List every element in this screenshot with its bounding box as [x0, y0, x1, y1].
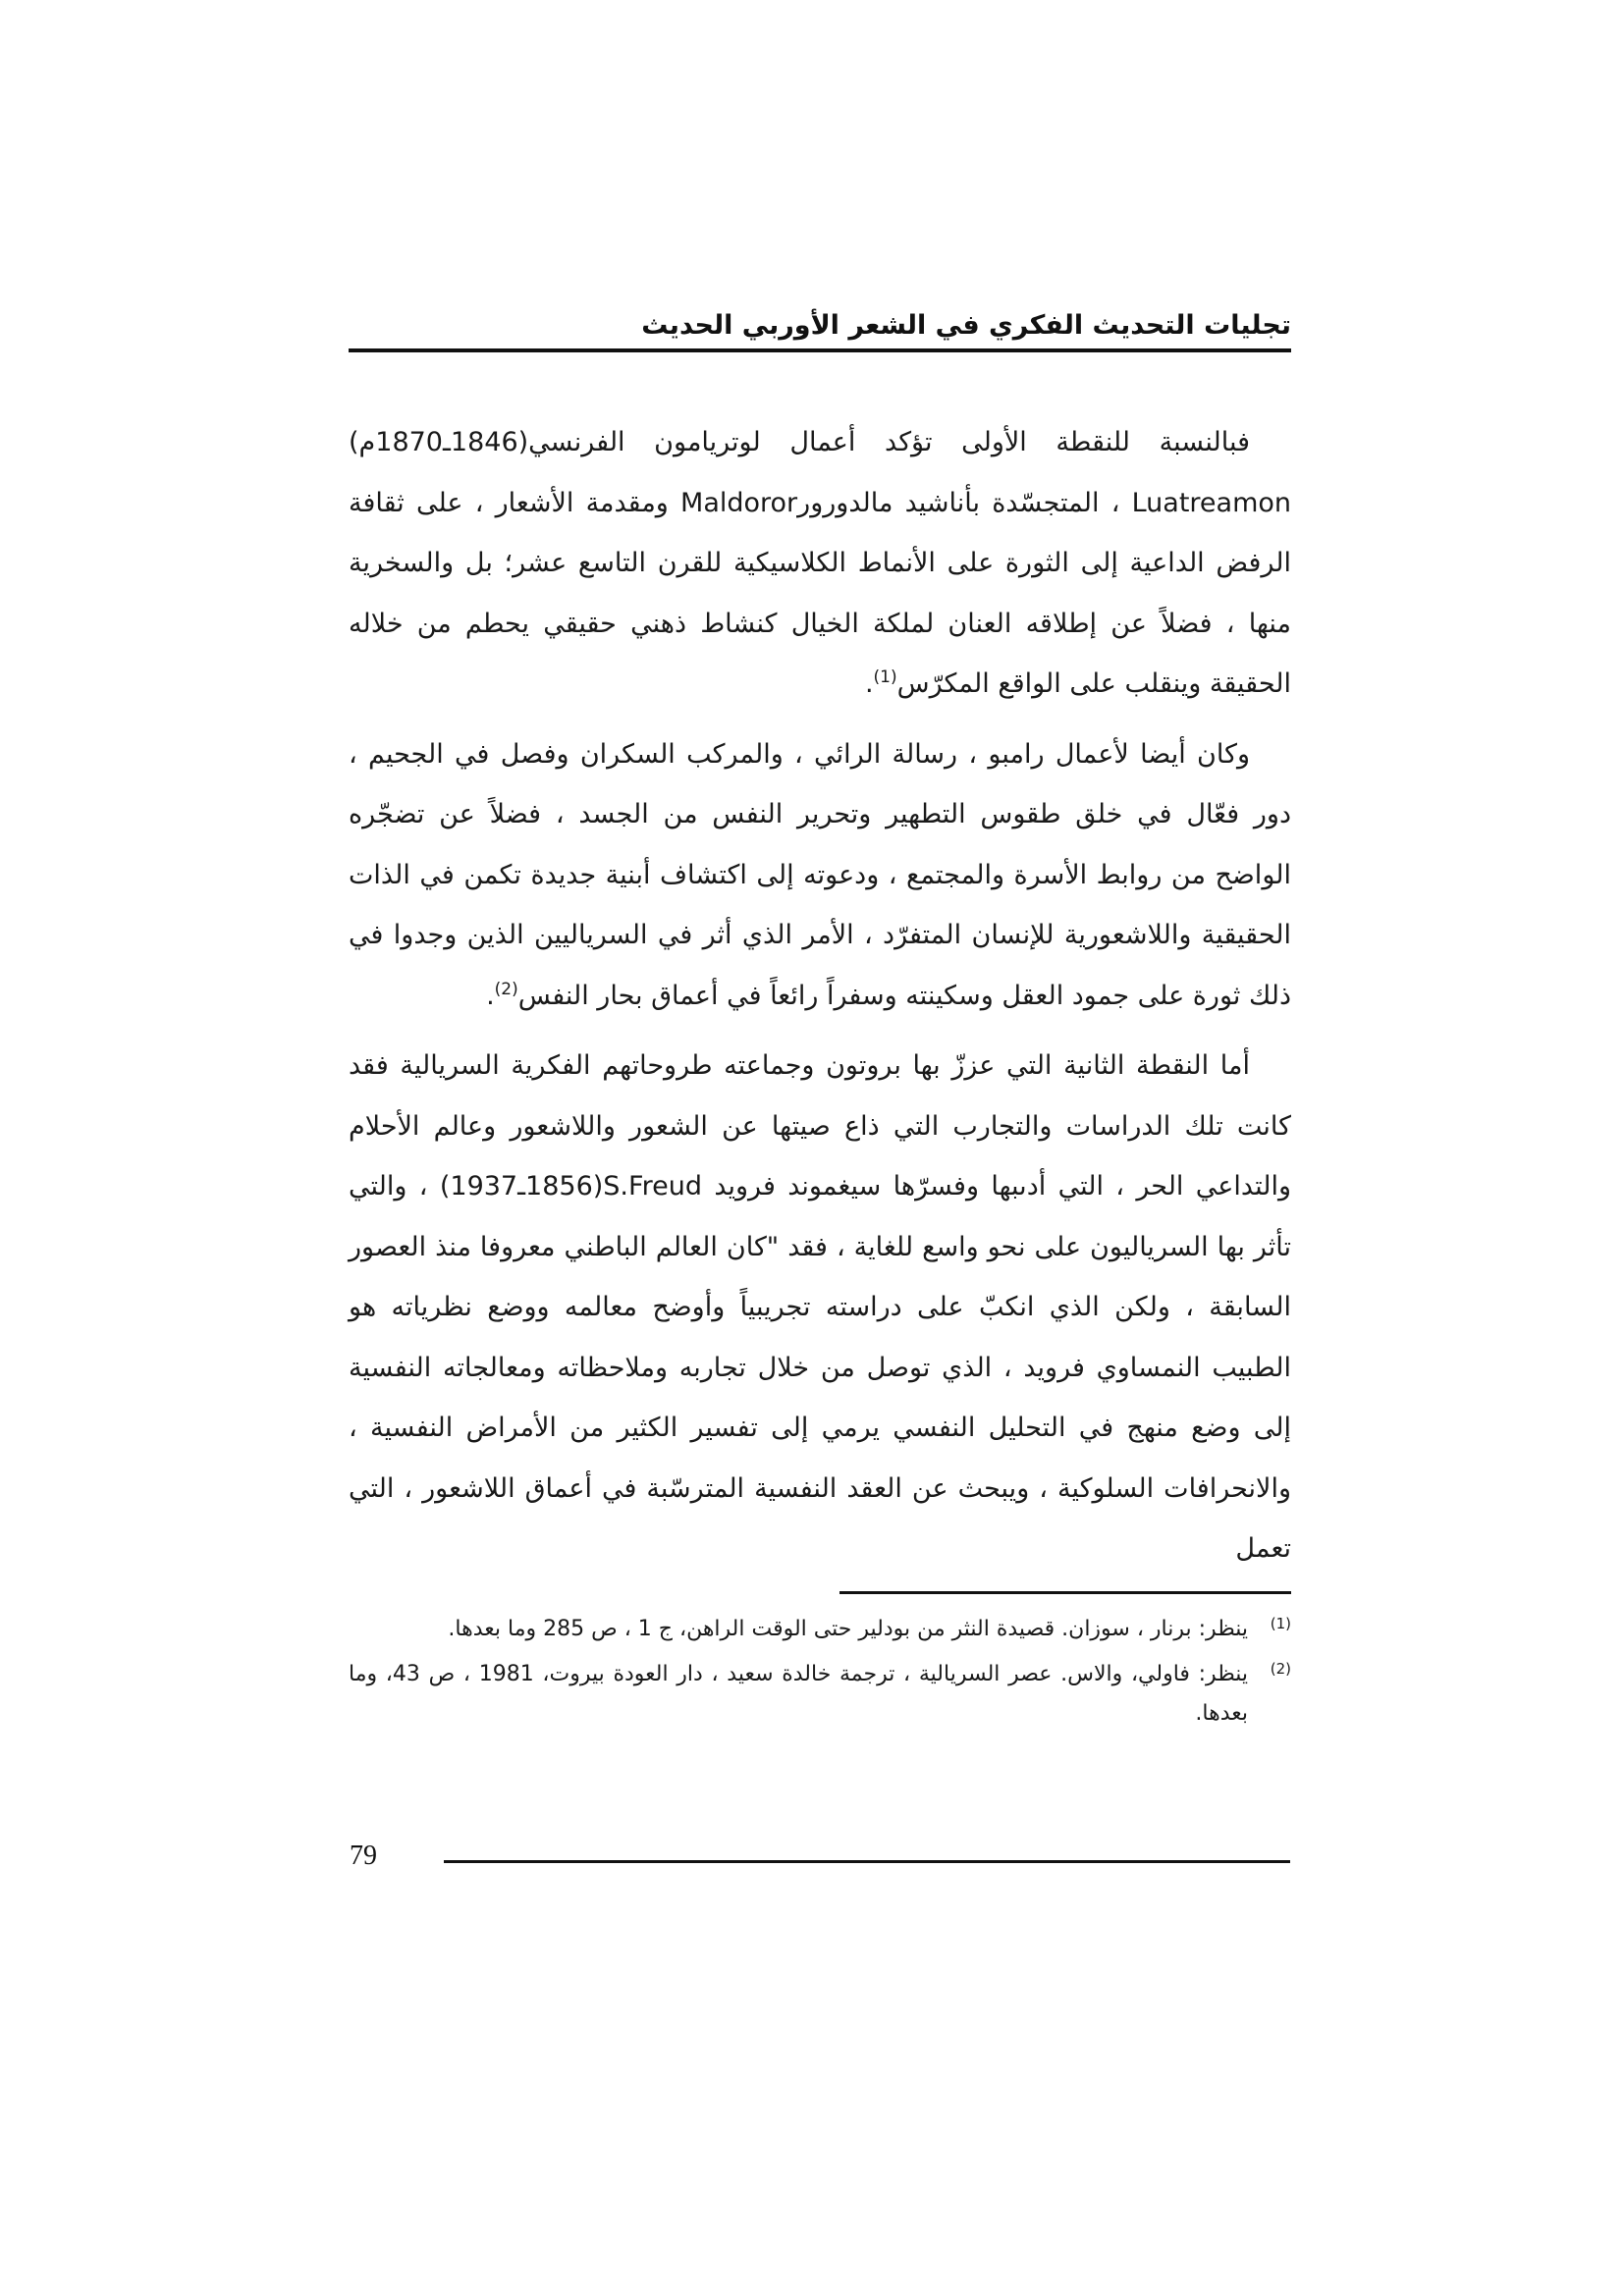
footnote-number: (1) [1270, 1615, 1291, 1632]
paragraph-end: . [864, 668, 874, 699]
body-text [349, 412, 1291, 1589]
page-number: 79 [350, 1841, 377, 1871]
running-header: تجليات التحديث الفكري في الشعر الأوربي الحديث [641, 310, 1291, 341]
paragraph-text: وكان أيضا لأعمال رامبو ، رسالة الرائي ، والمركب السكران وفصل في الجحيم ، دور فعّال في خلق طقوس التطهير وتحرير النفس من الجسد ، فضلاً عن تضجّره الواضح من روابط الأسرة والمجتمع ، ودعوته إلى اكتشاف أبنية جديدة تكمن في الذات الحقيقية واللاشعورية للإنسان المتفرّد ، الأمر الذي أثر في السرياليين الذين وجدوا في ذلك ثورة على جمود العقل وسكينته وسفراً رائعاً في أعماق بحار النفس [349, 738, 1291, 1011]
paragraph-end: . [486, 980, 495, 1011]
paragraph-text: أما النقطة الثانية التي عززّ بها بروتون وجماعته طروحاتهم الفكرية السريالية فقد كانت تلك الدراسات والتجارب التي ذاع صيتها عن الشعور واللاشعور وعالم الأحلام والتداعي الحر ، التي أدىبها وفسرّها سيغموند فرويد S.Freud(1856ـ1937) ، والتي تأثر بها السرياليون على نحو واسع للغاية ، فقد "كان العالم الباطني معروفا منذ العصور السابقة ، ولكن الذي انكبّ على دراسته تجريبياً وأوضح معالمه ووضع نظرياته هو الطبيب النمساوي فرويد ، الذي توصل من خلال تجاربه وملاحظاته ومعالجاته النفسية إلى وضع منهج في التحليل النفسي يرمي إلى تفسير الكثير من الأمراض النفسية ، والانحرافات السلوكية ، ويبحث عن العقد النفسية المترسّبة في أعماق اللاشعور ، التي تعمل [349, 1050, 1291, 1564]
footnotes [349, 1610, 1291, 1739]
footnote-reference: (1) [873, 667, 897, 687]
folio-rule [444, 1860, 1290, 1863]
footnote-text: ينظر: فاولي، والاس. عصر السريالية ، ترجمة خالدة سعيد ، دار العودة بيروت، 1981 ، ص 43، وما بعدها. [349, 1662, 1248, 1726]
paragraph-text: فبالنسبة للنقطة الأولى تؤكد أعمال لوتريامون الفرنسي(1846ـ1870م) Luatreamon ، المتجسّدة بأناشيد مالدورورMaldoror ومقدمة الأشعار ، على ثقافة الرفض الداعية إلى الثورة على الأنماط الكلاسيكية للقرن التاسع عشر؛ بل والسخرية منها ، فضلاً عن إطلاقه العنان لملكة الخيال كنشاط ذهني حقيقي يحطم من خلاله الحقيقة وينقلب على الواقع المكرّس [349, 427, 1292, 699]
footnote-2 [349, 1655, 1291, 1734]
footnote-text: ينظر: برنار ، سوزان. قصيدة النثر من بودلير حتى الوقت الراهن، ج 1 ، ص 285 وما بعدها. [448, 1617, 1248, 1641]
footnote-1 [349, 1610, 1291, 1649]
paragraph-2 [349, 724, 1291, 1027]
header-rule [349, 348, 1291, 352]
footnote-rule [839, 1591, 1291, 1594]
footnote-number: (2) [1270, 1660, 1291, 1678]
paragraph-3 [349, 1036, 1291, 1579]
footnote-reference: (2) [494, 979, 518, 999]
paragraph-1 [349, 412, 1291, 715]
